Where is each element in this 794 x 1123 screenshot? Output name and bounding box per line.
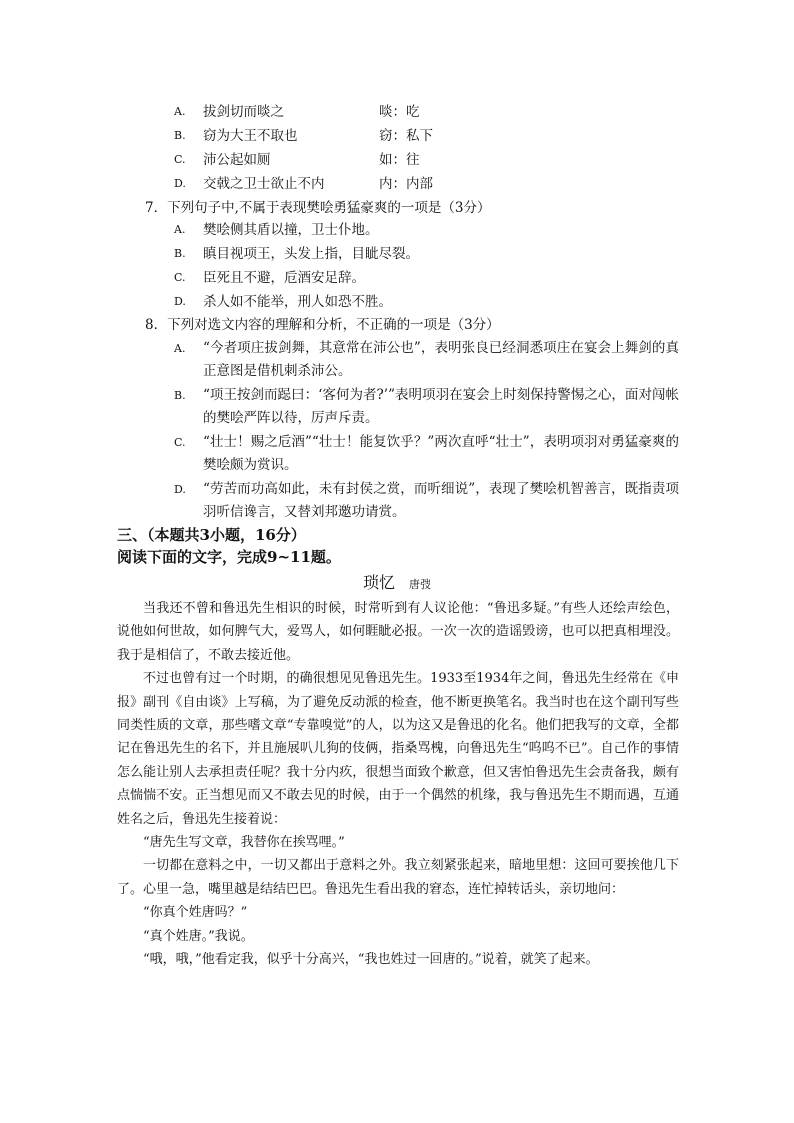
option-text: 交戟之卫士欲止不内 — [203, 176, 325, 192]
article-paragraph: 当我还不曾和鲁迅先生相识的时候，时常听到有人议论他：“鲁迅多疑。”有些人还绘声绘色，说他如何世故，如何脾气大，爱骂人，如何睚眦必报。一次一次的造谣毁谤，也可以把真相埋没。我于是相信了，不敢去接近他。 — [117, 601, 679, 663]
option-letter: C. — [174, 436, 186, 449]
q8-option-d — [174, 478, 679, 524]
option-text: 杀人如不能举，刑人如恐不胜。 — [203, 294, 392, 310]
article-title-line — [0, 570, 794, 593]
article-author: 唐弢 — [409, 578, 431, 591]
option-text: 瞋目视项王，头发上指，目眦尽裂。 — [203, 246, 419, 262]
q6-option-a — [174, 102, 594, 122]
option-letter: B. — [174, 129, 186, 142]
q7-option-a — [174, 220, 594, 240]
option-gloss: 如：往 — [379, 152, 420, 168]
q7-option-b — [174, 244, 594, 264]
q7-stem: 7．下列句子中,不属于表现樊哙勇猛豪爽的一项是（3分） — [145, 200, 491, 216]
option-text: 臣死且不避，卮酒安足辞。 — [203, 270, 365, 286]
option-gloss: 啖：吃 — [379, 104, 420, 120]
q8-stem: 8．下列对选文内容的理解和分析，不正确的一项是（3分） — [145, 317, 500, 333]
q7-option-d — [174, 292, 594, 312]
q6-option-d — [174, 174, 594, 194]
option-text: 樊哙侧其盾以撞，卫士仆地。 — [203, 222, 379, 238]
option-letter: D. — [174, 177, 186, 190]
q7-option-c — [174, 268, 594, 288]
article-paragraph: “你真个姓唐吗？” — [143, 905, 248, 921]
article-paragraph: “哦，哦，”他看定我，似乎十分高兴，“我也姓过一回唐的。”说着，就笑了起来。 — [143, 952, 599, 968]
article-paragraph: 不过也曾有过一个时期，的确很想见见鲁迅先生。1933至1934年之间，鲁迅先生经常在《申报》副刊《自由谈》上写稿，为了避免反动派的检查，他不断更换笔名。我当时也在这个副刊写些同类性质的文章，那些嗜文章“专靠嗅觉”的人，以为这又是鲁迅的化名。他们把我写的文章，全都记在鲁迅先生的名下，并且施展叭儿狗的伎俩，指桑骂槐，向鲁迅先生“呜呜不已”。自己作的事情怎么能让别人去承担责任呢？我十分内疚，很想当面致个歉意，但又害怕鲁迅先生会责备我，颇有点惴惴不安。正当想见而又不敢去见的时候，由于一个偶然的机缘，我与鲁迅先生不期而遇，互通姓名之后，鲁迅先生接着说： — [117, 671, 679, 827]
article-paragraph: “唐先生写文章，我替你在挨骂哩。” — [143, 835, 345, 851]
option-text: 窃为大王不取也 — [203, 128, 298, 144]
option-text: “项王按剑而跽曰：‘客何为者?’”表明项羽在宴会上时刻保持警惕之心，面对闯帐的樊哙严阵以待，厉声斥责。 — [203, 387, 679, 426]
option-letter: D. — [174, 483, 186, 496]
article-body — [117, 597, 679, 972]
q8-option-a — [174, 337, 679, 383]
q8-option-c — [174, 431, 679, 477]
option-gloss: 内：内部 — [379, 176, 433, 192]
option-letter: B. — [174, 389, 186, 402]
q6-option-b — [174, 126, 594, 146]
article-paragraph: 一切都在意料之中，一切又都出于意料之外。我立刻紧张起来，暗地里想：这回可要挨他几下了。心里一急，嘴里越是结结巴巴。鲁迅先生看出我的窘态，连忙掉转话头，亲切地问： — [117, 858, 679, 897]
option-letter: C. — [174, 271, 186, 284]
option-letter: A. — [174, 223, 186, 236]
article-paragraph: “真个姓唐。”我说。 — [143, 928, 254, 944]
option-text: “今者项庄拔剑舞，其意常在沛公也”，表明张良已经洞悉项庄在宴会上舞剑的真正意图是借机刺杀沛公。 — [203, 340, 679, 379]
article-title: 琐忆 — [362, 573, 395, 592]
option-letter: C. — [174, 153, 186, 166]
q8-option-b — [174, 384, 679, 430]
section-heading: 三、（本题共3小题，16分） — [117, 526, 306, 544]
section-instruction: 阅读下面的文字，完成9~11题。 — [117, 548, 341, 566]
option-text: 沛公起如厕 — [203, 152, 271, 168]
option-letter: B. — [174, 247, 186, 260]
option-letter: A. — [174, 342, 186, 355]
option-text: “劳苦而功高如此，未有封侯之赏，而听细说”，表现了樊哙机智善言，既指责项羽听信谗言，又替刘邦邀功请赏。 — [203, 481, 679, 520]
option-gloss: 窃：私下 — [379, 128, 433, 144]
option-text: “壮士！赐之卮酒”“壮士！能复饮乎？”两次直呼“壮士”，表明项羽对勇猛豪爽的樊哙颇为赏识。 — [203, 434, 679, 473]
option-text: 拔剑切而啖之 — [203, 104, 284, 120]
q6-option-c — [174, 150, 594, 170]
option-letter: A. — [174, 105, 186, 118]
option-letter: D. — [174, 295, 186, 308]
